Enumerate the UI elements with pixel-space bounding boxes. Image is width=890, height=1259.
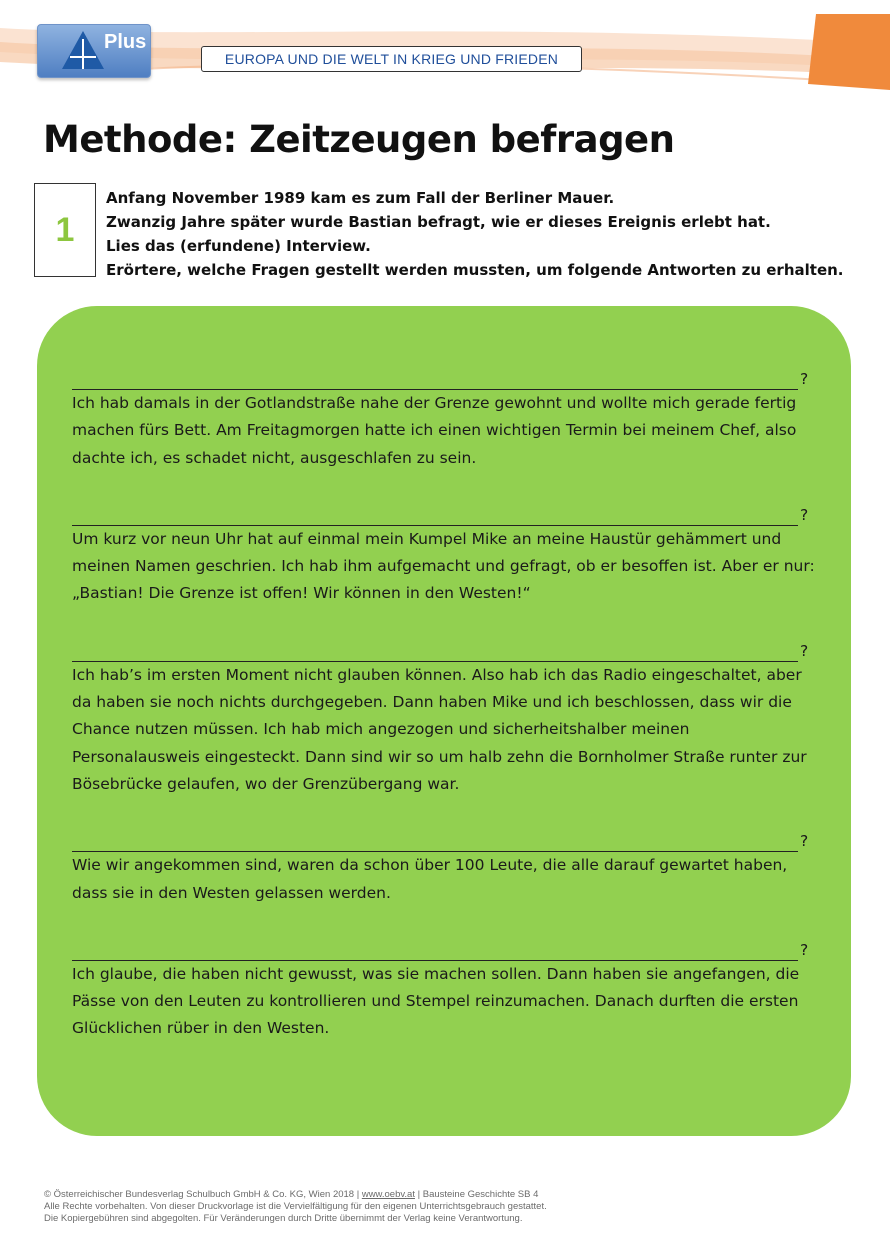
footer-line-2: Alle Rechte vorbehalten. Von dieser Druckvorlage ist die Vervielfältigung für den eigenen Unterrichtsgebrauch gestattet. [44, 1201, 547, 1213]
interview-answer: Ich glaube, die haben nicht gewusst, was sie machen sollen. Dann haben sie angefangen, die Pässe von den Leuten zu kontrollieren und Stempel reinzumachen. Danach durften die ersten Glücklichen rüber in den Westen. [72, 964, 800, 1038]
interview-answer: Wie wir angekommen sind, waren da schon über 100 Leute, die alle darauf gewartet haben, dass sie in den Westen gelassen werden. [72, 856, 788, 902]
interview-answer: Ich hab damals in der Gotlandstraße nahe der Grenze gewohnt und wollte mich gerade fertig machen fürs Bett. Am Freitagmorgen hatte ich einen wichtigen Termin bei meinem Chef, also dachte ich, es schadet nicht, ausgeschlafen zu sein. [72, 394, 797, 467]
task-line: Lies das (erfundene) Interview. [106, 237, 371, 255]
question-mark: ? [800, 505, 809, 524]
task-number: 1 [34, 183, 96, 277]
interview-list [72, 363, 817, 1070]
page-title: Methode: Zeitzeugen befragen [43, 118, 675, 161]
interview-answer: Um kurz vor neun Uhr hat auf einmal mein Kumpel Mike an meine Haustür gehämmert und meinen Namen geschrien. Ich hab ihm aufgemacht und gefragt, ob er besoffen ist. Aber er nur: „Bastian! Die Grenze ist offen! Wir können in den Westen!“ [72, 529, 815, 603]
interview-item [72, 934, 817, 1043]
question-answer-line [72, 831, 798, 852]
copyright-footer [44, 1189, 864, 1226]
question-mark: ? [800, 370, 809, 388]
pyramid-logo-icon [60, 29, 106, 71]
footer-line-3: Die Kopiergebühren sind abgegolten. Für Veränderungen durch Dritte übernimmt der Verlag keine Verantwortung. [44, 1213, 523, 1225]
publisher-logo [37, 24, 151, 78]
series-title: EUROPA UND DIE WELT IN KRIEG UND FRIEDEN [201, 46, 582, 72]
question-blank [72, 825, 817, 852]
question-mark: ? [800, 940, 809, 959]
interview-item [72, 825, 817, 907]
footer-line-1 [44, 1189, 864, 1201]
question-answer-line [72, 369, 798, 390]
question-answer-line [72, 505, 798, 526]
question-answer-line [72, 940, 798, 961]
publisher-link[interactable]: www.oebv.at [361, 1189, 415, 1200]
question-mark: ? [800, 641, 809, 660]
interview-answer: Ich hab’s im ersten Moment nicht glauben können. Also hab ich das Radio eingeschaltet, aber da haben sie noch nichts durchgegeben. Dann haben Mike und ich beschlossen, dass wir die Chance nutzen müssen. Ich hab mich angezogen und sicherheitshalber meinen Personalausweis eingesteckt. Dann sind wir so um halb zehn die Bornholmer Straße runter zur Bösebrücke gelaufen, wo der Grenzübergang war. [72, 665, 807, 793]
interview-item [72, 635, 817, 798]
interview-item [72, 363, 817, 472]
footer-copyright: © Österreichischer Bundesverlag Schulbuch GmbH & Co. KG, Wien 2018 | [44, 1189, 362, 1200]
question-blank [72, 635, 817, 662]
question-mark: ? [800, 832, 809, 851]
question-blank [72, 499, 817, 526]
task-line: Anfang November 1989 kam es zum Fall der Berliner Mauer. [106, 189, 615, 207]
footer-book-title: | Bausteine Geschichte SB 4 [414, 1189, 539, 1200]
logo-text: Plus [104, 31, 147, 53]
question-answer-line [72, 641, 798, 662]
task-instructions [106, 186, 866, 282]
task-line: Zwanzig Jahre später wurde Bastian befragt, wie er dieses Ereignis erlebt hat. [106, 213, 771, 231]
question-blank [72, 934, 817, 961]
question-blank [72, 363, 817, 390]
orange-corner-tab [808, 14, 890, 90]
task-line: Erörtere, welche Fragen gestellt werden mussten, um folgende Antworten zu erhalten. [106, 261, 844, 279]
interview-item [72, 499, 817, 608]
